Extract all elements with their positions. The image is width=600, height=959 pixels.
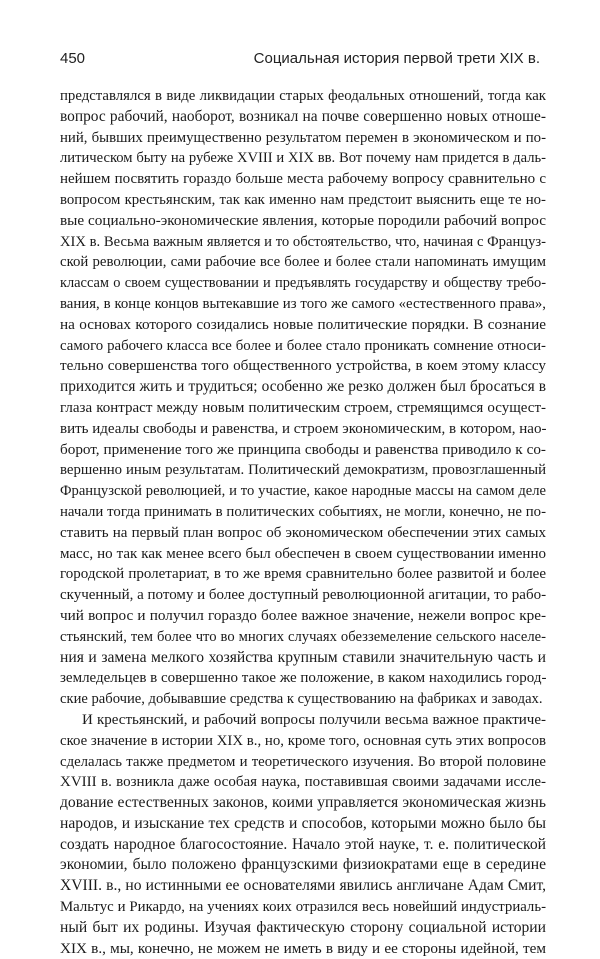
text-line: ские рабочие, добывавшие средства к существованию на фабриках и заводах. — [60, 691, 543, 708]
text-line: И крестьянский, и рабочий вопросы получили весьма важное практиче- — [82, 711, 546, 728]
text-line: самого рабочего класса все более и более стало проникать сомнение относи- — [60, 337, 546, 354]
text-line: ское значение в истории XIX в., но, кроме того, основная суть этих вопросов — [60, 732, 546, 749]
text-line: масс, но так как менее всего был обеспечен в своем существовании именно — [60, 545, 546, 562]
text-line: создать народное благосостояние. Начало этой науке, т. е. политической — [60, 835, 546, 853]
text-line: литическом быту на рубеже XVIII и XIX вв. Вот почему нам придется в даль- — [60, 150, 546, 167]
text-line: XVIII. в., но истинными ее основателями явились англичане Адам Смит, — [60, 877, 546, 895]
text-line: классам о своем существовании и предъявлять государству и обществу требо- — [60, 275, 546, 292]
running-title: Социальная история первой трети XIX в. — [253, 50, 540, 67]
body-text — [60, 86, 546, 959]
text-line: вопросом крестьянским, так как именно нам предстоит выяснить еще те но- — [60, 191, 546, 208]
text-line: вить идеалы свободы и равенства, и строем экономическим, в котором, нао- — [60, 420, 547, 437]
text-line: ний, бывших преимущественно результатом перемен в экономическом и по- — [60, 129, 546, 146]
text-line: вопрос рабочий, наоборот, возникал на почве совершенно новых отноше- — [60, 107, 546, 125]
text-line: народов, и изыскание тех средств и способов, которыми можно было бы — [60, 814, 546, 832]
text-line: ния и замена мелкого хозяйства крупным ставили значительную часть и — [60, 648, 546, 666]
text-line: скученный, а потому и более доступный революционной агитации, то рабо- — [60, 587, 547, 604]
text-line: борот, применение того же принципа свободы и равенства приводило к со- — [60, 440, 546, 458]
page-header — [60, 50, 540, 72]
text-line: стьянский, тем более что во многих случаях обезземеление сельского населе- — [60, 628, 546, 645]
text-line: глаза контраст между новым политическим строем, стремящимся осущест- — [60, 399, 546, 416]
text-line: сделалась также предметом и теоретического изучения. Во второй половине — [60, 753, 546, 770]
text-line: начали тогда принимать в политических событиях, не могли, конечно, не по- — [60, 503, 546, 520]
text-line: тельно совершенства того общественного устройства, в коем этому классу — [60, 357, 546, 375]
page-number: 450 — [60, 50, 86, 67]
text-line: XIX в. Весьма важным является и то обстоятельство, что, начиная с Француз- — [60, 233, 546, 250]
text-line: ный быт их родины. Изучая фактическую сторону социальной истории — [60, 918, 546, 936]
text-line: вания, в конце концов вытекавшие из того же самого «естественного права», — [60, 295, 546, 312]
text-line: ставить на первый план вопрос об экономическом обеспечении этих самых — [60, 524, 546, 541]
text-line: на основах которого созидались новые политические порядки. В сознание — [60, 315, 546, 333]
text-line: XVIII в. возникла даже особая наука, поставившая своими задачами иссле- — [60, 774, 546, 791]
text-line: земледельцев в совершенно такое же положение, в каком находились город- — [60, 670, 547, 687]
text-line: нейшем посвятить гораздо больше места рабочему вопросу сравнительно с — [60, 171, 546, 188]
text-line: представлялся в виде ликвидации старых феодальных отношений, тогда как — [60, 88, 546, 104]
text-line: городской пролетариат, в то же время сравнительно более развитой и более — [60, 566, 546, 583]
text-line: чий вопрос и получил гораздо более важное значение, нежели вопрос кре- — [60, 606, 546, 624]
text-line: XIX в., мы, конечно, не можем не иметь в виду и ее стороны идейной, тем — [60, 939, 546, 957]
text-line: приходится жить и трудиться; особенно же резко должен был бросаться в — [60, 378, 546, 396]
text-line: экономии, было положено французскими физиократами еще в середине — [60, 856, 546, 874]
text-line: Мальтус и Рикардо, на учениях коих отразился весь новейший индустриаль- — [60, 899, 546, 916]
text-line: вершенно иным результатам. Политический демократизм, провозглашенный — [60, 462, 546, 479]
text-line: вые социально-экономические явления, которые породили рабочий вопрос — [60, 211, 546, 229]
text-line: дование естественных законов, коими управляется экономическая жизнь — [60, 794, 546, 812]
text-line: ской революции, сами рабочие все более и более стали напоминать имущим — [60, 254, 546, 271]
text-line: Французской революцией, и то участие, какое народные массы на самом деле — [60, 483, 546, 500]
